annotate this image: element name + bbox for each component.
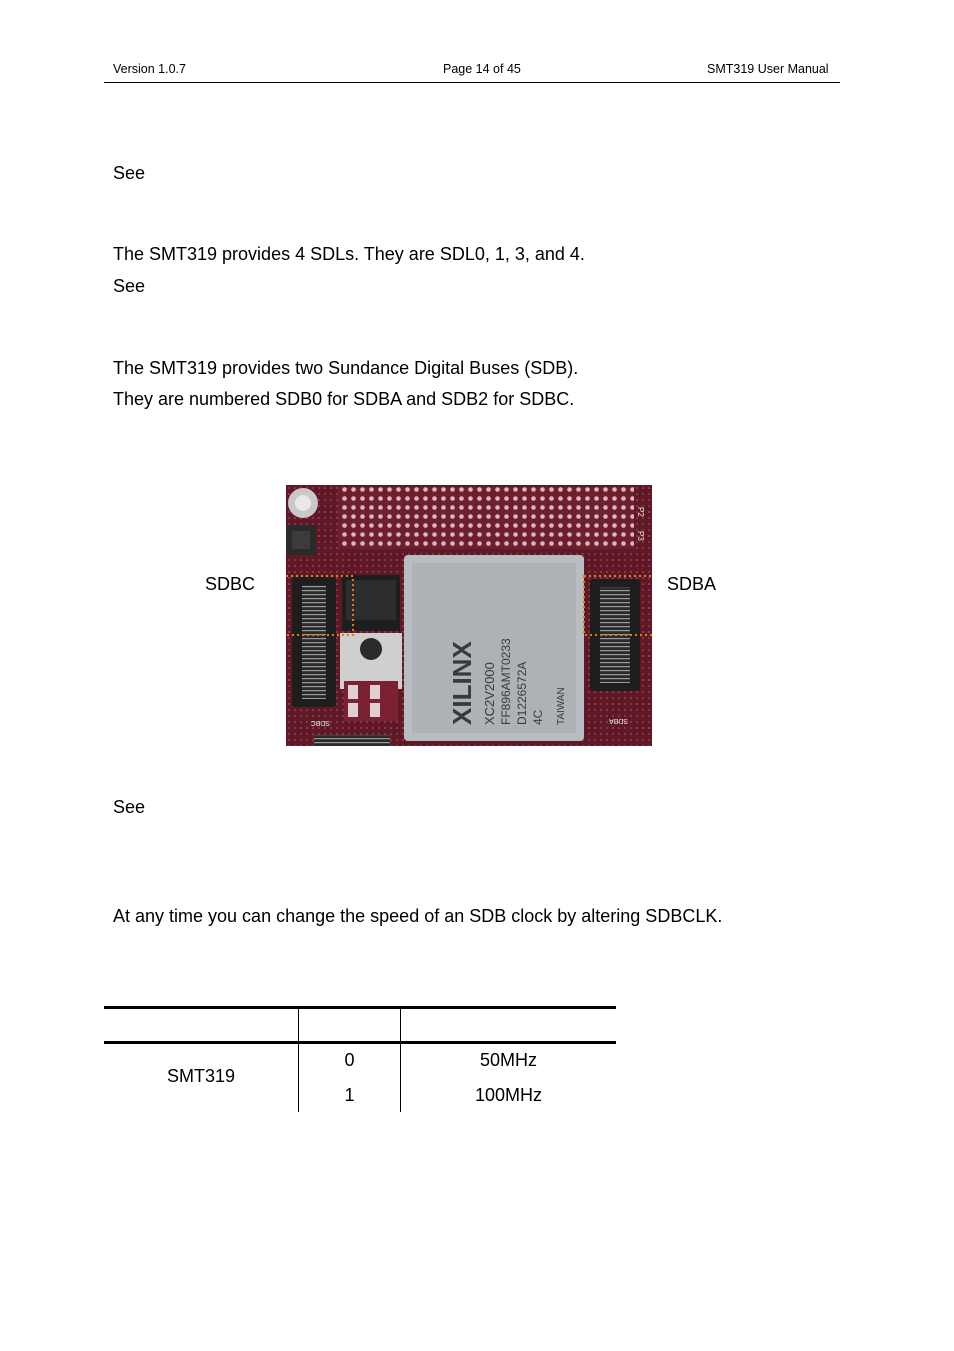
board-photo <box>286 485 652 746</box>
table-value-cell: 0 <box>344 1050 355 1070</box>
table-value-cell: 1 <box>344 1085 355 1105</box>
pin-header <box>338 487 634 549</box>
chip-part-text: XC2V2000 <box>482 662 497 725</box>
pcb-label-p3: P3 <box>636 531 645 541</box>
table-header-rule <box>104 1041 616 1044</box>
see-reference-2: See <box>113 276 146 296</box>
header-page-number: Page 14 of 45 <box>443 62 521 76</box>
header-manual-title: SMT319 User Manual <box>707 62 829 76</box>
sdl-intro-text: The SMT319 provides 4 SDLs. They are SDL0, 1, 3, and 4. <box>113 244 585 264</box>
header-version: Version 1.0.7 <box>113 62 186 76</box>
chip-speed-grade: 4C <box>531 709 545 725</box>
sdbclk-text: At any time you can change the speed of an SDB clock by altering SDBCLK. <box>113 906 723 926</box>
table-module-cell: SMT319 <box>166 1066 236 1086</box>
callout-sdbc: SDBC <box>205 574 256 594</box>
sdb-intro-text: The SMT319 provides two Sundance Digital Buses (SDB). <box>113 358 579 378</box>
see-reference-1: See <box>113 163 146 183</box>
header-rule <box>104 82 840 83</box>
pcb-label-p2: P2 <box>636 507 645 517</box>
see-reference-3: See <box>113 797 146 817</box>
sdb-numbering-text: They are numbered SDB0 for SDBA and SDB2 for SDBC. <box>113 389 575 409</box>
chip-brand-text: XILINX <box>447 641 477 725</box>
pcb-label-sdba: SDBA <box>608 717 628 724</box>
table-frequency-cell: 100MHz <box>474 1085 543 1105</box>
table-frequency-cell: 50MHz <box>479 1050 537 1070</box>
table-top-rule <box>104 1006 616 1009</box>
pcb-label-sdbc: SDBC <box>310 719 330 726</box>
callout-sdba: SDBA <box>667 574 717 594</box>
chip-code-1: FF896AMT0233 <box>499 638 513 725</box>
chip-origin: TAIWAN <box>556 687 567 725</box>
chip-code-2: D1226572A <box>515 661 529 725</box>
